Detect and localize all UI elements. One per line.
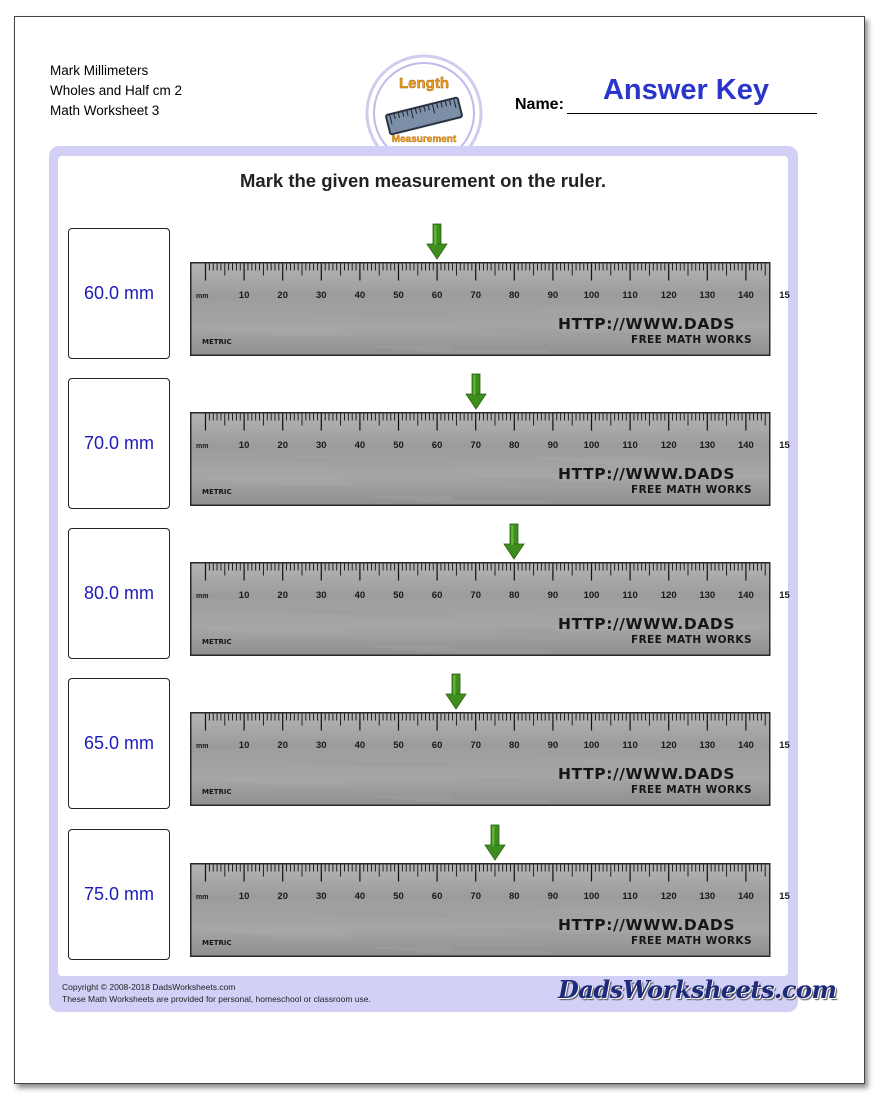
worksheet-number: Math Worksheet 3 [50, 103, 160, 118]
ruler-tick-label: 120 [660, 440, 677, 451]
ruler-tick-label: 80 [509, 590, 520, 601]
metric-ruler[interactable] [190, 712, 790, 806]
ruler-tick-label: 15 [779, 440, 790, 451]
ruler-tick-label: 50 [393, 440, 404, 451]
measurement-label-box [68, 528, 170, 659]
worksheet-topic: Mark Millimeters [50, 63, 149, 78]
ruler-tick-label: 110 [622, 891, 638, 902]
metric-ruler[interactable] [190, 562, 790, 656]
measurement-value: 60.0 mm [83, 283, 155, 303]
copyright-text: Copyright © 2008-2018 DadsWorksheets.com [62, 982, 236, 992]
ruler-tick-label: 120 [660, 590, 677, 601]
ruler-tick-label: 140 [737, 440, 754, 451]
ruler-tick-label: 30 [316, 740, 327, 751]
ruler-tick-label: 130 [699, 440, 716, 451]
ruler-tick-label: 30 [316, 290, 327, 301]
measurement-value: 80.0 mm [83, 583, 155, 603]
ruler-tick-label: 10 [238, 440, 250, 451]
ruler-tick-label: 30 [316, 590, 327, 601]
measurement-label-box [68, 678, 170, 809]
worksheet-subtopic: Wholes and Half cm 2 [50, 83, 183, 98]
ruler-tick-label: 90 [547, 891, 559, 902]
ruler-tick-label: 15 [779, 590, 790, 601]
measurement-value: 70.0 mm [83, 433, 155, 453]
ruler-tick-label: mm [196, 293, 209, 300]
ruler-tick-label: 70 [470, 891, 481, 902]
brand-logo: DadsWorksheets.com [558, 975, 837, 1004]
logo-bottom-text: Measurement [391, 134, 457, 145]
ruler-tick-label: 70 [470, 290, 481, 301]
ruler-tick-label: 100 [583, 891, 600, 902]
ruler-tick-label: 110 [622, 440, 638, 451]
ruler-tick-label: 10 [238, 891, 250, 902]
measurement-label-box [68, 829, 170, 960]
ruler-tick-label: 50 [393, 290, 404, 301]
ruler-tick-label: mm [196, 743, 209, 750]
ruler-tick-label: 50 [393, 590, 404, 601]
ruler-tick-label: 15 [779, 290, 790, 301]
ruler-tick-label: 110 [622, 740, 638, 751]
answer-key-text: Answer Key [602, 74, 769, 106]
ruler-tick-label: 20 [277, 891, 288, 902]
ruler-tick-label: 30 [316, 440, 327, 451]
measurement-label-box [68, 228, 170, 359]
ruler-tick-label: 40 [354, 290, 366, 301]
ruler-tick-label: 90 [547, 440, 559, 451]
ruler-tick-label: 120 [660, 891, 677, 902]
measurement-value: 75.0 mm [83, 884, 155, 904]
metric-ruler[interactable] [190, 262, 790, 356]
ruler-sub-text: FREE MATH WORKS [631, 634, 752, 646]
measurement-arrow-icon [465, 373, 487, 411]
ruler-tick-label: 90 [547, 290, 559, 301]
measurement-arrow-icon [445, 673, 467, 711]
instruction-text: Mark the given measurement on the ruler. [240, 170, 606, 191]
ruler-tick-label: 60 [431, 891, 443, 902]
ruler-tick-label: 20 [277, 590, 288, 601]
footer-text [62, 981, 371, 1005]
logo-top-text: Length [399, 75, 449, 92]
ruler-tick-label: 100 [583, 590, 600, 601]
ruler-unit-text: METRIC [202, 638, 232, 646]
ruler-url-text: HTTP://WWW.DADS [558, 765, 736, 783]
ruler-tick-label: 10 [238, 290, 250, 301]
measurement-label-box [68, 378, 170, 509]
ruler-tick-label: 120 [660, 290, 677, 301]
ruler-tick-label: 70 [470, 440, 481, 451]
ruler-tick-label: 60 [431, 590, 443, 601]
ruler-tick-label: 110 [622, 290, 638, 301]
ruler-tick-label: 130 [699, 740, 716, 751]
ruler-tick-label: 120 [660, 740, 677, 751]
ruler-tick-label: 140 [737, 740, 754, 751]
ruler-unit-text: METRIC [202, 488, 232, 496]
ruler-tick-label: mm [196, 894, 209, 901]
ruler-tick-label: 50 [393, 740, 404, 751]
ruler-tick-label: 20 [277, 290, 288, 301]
measurement-arrow-icon [484, 824, 506, 862]
ruler-tick-label: 60 [431, 440, 443, 451]
ruler-tick-label: 90 [547, 590, 559, 601]
usage-notice: These Math Worksheets are provided for personal, homeschool or classroom use. [62, 994, 371, 1004]
ruler-url-text: HTTP://WWW.DADS [558, 916, 736, 934]
ruler-sub-text: FREE MATH WORKS [631, 334, 752, 346]
ruler-url-text: HTTP://WWW.DADS [558, 465, 736, 483]
ruler-tick-label: 80 [509, 740, 520, 751]
measurement-value: 65.0 mm [83, 733, 155, 753]
ruler-tick-label: 10 [238, 740, 250, 751]
measurement-arrow-icon [503, 523, 525, 561]
ruler-tick-label: mm [196, 593, 209, 600]
ruler-tick-label: 50 [393, 891, 404, 902]
measurement-arrow-icon [426, 223, 448, 261]
worksheet-header [50, 61, 182, 121]
ruler-tick-label: 30 [316, 891, 327, 902]
ruler-tick-label: 140 [737, 891, 754, 902]
ruler-tick-label: 100 [583, 290, 600, 301]
ruler-unit-text: METRIC [202, 788, 232, 796]
ruler-tick-label: mm [196, 443, 209, 450]
ruler-sub-text: FREE MATH WORKS [631, 484, 752, 496]
ruler-tick-label: 40 [354, 440, 366, 451]
ruler-tick-label: 15 [779, 891, 790, 902]
ruler-tick-label: 100 [583, 740, 600, 751]
ruler-tick-label: 130 [699, 590, 716, 601]
ruler-unit-text: METRIC [202, 338, 232, 346]
ruler-tick-label: 40 [354, 891, 366, 902]
ruler-tick-label: 20 [277, 740, 288, 751]
ruler-tick-label: 70 [470, 590, 481, 601]
ruler-tick-label: 100 [583, 440, 600, 451]
ruler-url-text: HTTP://WWW.DADS [558, 315, 736, 333]
ruler-tick-label: 40 [354, 590, 366, 601]
ruler-sub-text: FREE MATH WORKS [631, 784, 752, 796]
ruler-tick-label: 130 [699, 290, 716, 301]
ruler-tick-label: 20 [277, 440, 288, 451]
ruler-tick-label: 70 [470, 740, 481, 751]
ruler-sub-text: FREE MATH WORKS [631, 935, 752, 947]
ruler-tick-label: 130 [699, 891, 716, 902]
ruler-tick-label: 140 [737, 590, 754, 601]
ruler-tick-label: 80 [509, 290, 520, 301]
ruler-tick-label: 90 [547, 740, 559, 751]
ruler-tick-label: 140 [737, 290, 754, 301]
ruler-tick-label: 60 [431, 290, 443, 301]
metric-ruler[interactable] [190, 863, 790, 957]
ruler-tick-label: 40 [354, 740, 366, 751]
ruler-tick-label: 60 [431, 740, 443, 751]
ruler-tick-label: 10 [238, 590, 250, 601]
ruler-tick-label: 15 [779, 740, 790, 751]
name-underline [567, 113, 817, 114]
ruler-tick-label: 110 [622, 590, 638, 601]
name-label: Name: [515, 96, 564, 113]
metric-ruler[interactable] [190, 412, 790, 506]
ruler-tick-label: 80 [509, 440, 520, 451]
ruler-unit-text: METRIC [202, 939, 232, 947]
ruler-tick-label: 80 [509, 891, 520, 902]
ruler-url-text: HTTP://WWW.DADS [558, 615, 736, 633]
